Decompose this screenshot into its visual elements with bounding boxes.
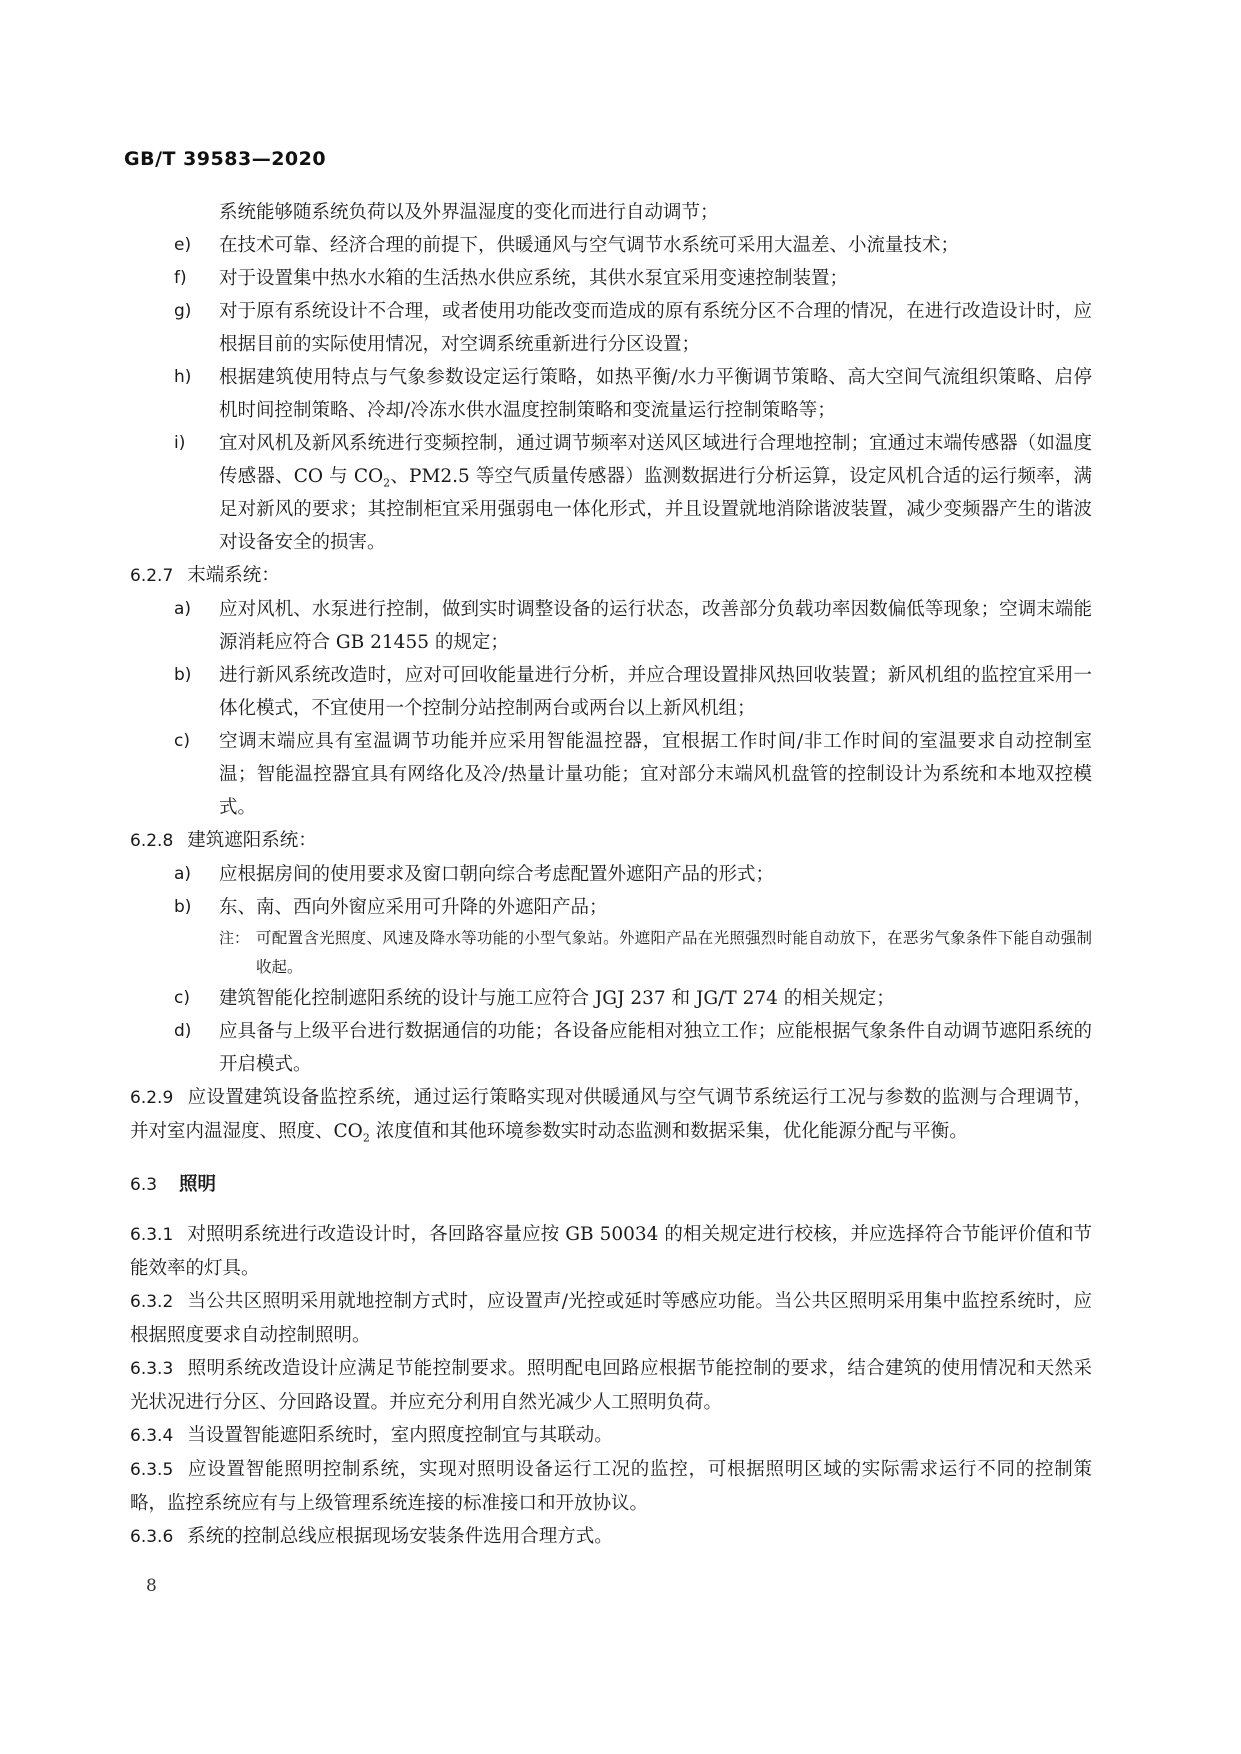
list-item-text: 建筑智能化控制遮阳系统的设计与施工应符合 JGJ 237 和 JG/T 274 的相关规定； xyxy=(219,988,895,1009)
clause-text: 当公共区照明采用就地控制方式时，应设置声/光控或延时等感应功能。当公共区照明采用集中监控系统时，应根据照度要求自动控制照明。 xyxy=(130,1291,1092,1346)
clause-number: 6.3.5 xyxy=(130,1460,174,1480)
list-item-label: a) xyxy=(174,864,192,884)
list-item xyxy=(130,982,1092,1015)
list-item xyxy=(130,858,1092,891)
list-item-text: 对于原有系统设计不合理，或者使用功能改变而造成的原有系统分区不合理的情况，在进行改造设计时，应根据目前的实际使用情况，对空调系统重新进行分区设置； xyxy=(219,301,1092,355)
list-item-text: 对于设置集中热水水箱的生活热水供应系统，其供水泵宜采用变速控制装置； xyxy=(219,268,849,289)
clause-text: 当设置智能遮阳系统时，室内照度控制宜与其联动。 xyxy=(187,1425,613,1446)
list-item-text: 根据建筑使用特点与气象参数设定运行策略，如热平衡/水力平衡调节策略、高大空间气流组织策略、启停机时间控制策略、冷却/冷冻水供水温度控制策略和变流量运行控制策略等； xyxy=(219,367,1092,421)
section-heading-6-3 xyxy=(130,1168,1092,1202)
list-item xyxy=(130,295,1092,361)
note-label: 注： xyxy=(219,929,250,947)
clause-number: 6.3.2 xyxy=(130,1292,174,1312)
clause-6-3-1 xyxy=(130,1218,1092,1285)
list-item-label: c) xyxy=(174,988,190,1008)
clause-6-2-8 xyxy=(130,824,1092,858)
list-item-label: d) xyxy=(174,1021,192,1041)
clause-6-3-4 xyxy=(130,1419,1092,1453)
clause-6-3-5 xyxy=(130,1453,1092,1520)
clause-number: 6.3.1 xyxy=(130,1225,174,1245)
continued-paragraph: 系统能够随系统负荷以及外界温湿度的变化而进行自动调节； xyxy=(219,202,719,223)
list-item-text: 应对风机、水泵进行控制，做到实时调整设备的运行状态，改善部分负载功率因数偏低等现象；空调末端能源消耗应符合 GB 21455 的规定； xyxy=(219,599,1092,653)
clause-number: 6.2.8 xyxy=(130,831,174,851)
list-item xyxy=(130,361,1092,427)
list-item-label: e) xyxy=(174,235,192,255)
list-item-text: 进行新风系统改造时，应对可回收能量进行分析，并应合理设置排风热回收装置；新风机组的监控宜采用一体化模式，不宜使用一个控制分站控制两台或两台以上新风机组； xyxy=(219,665,1092,719)
clause-6-3-2 xyxy=(130,1285,1092,1352)
page-number: 8 xyxy=(146,1576,157,1596)
clause-number: 6.3.6 xyxy=(130,1527,174,1547)
list-item-label: f) xyxy=(174,268,187,288)
clause-6-2-9 xyxy=(130,1081,1092,1148)
clause-text: 对照明系统进行改造设计时，各回路容量应按 GB 50034 的相关规定进行校核，并应选择符合节能评价值和节能效率的灯具。 xyxy=(130,1224,1092,1279)
clause-text: 建筑遮阳系统： xyxy=(187,830,317,851)
list-item-text: 在技术可靠、经济合理的前提下，供暖通风与空气调节水系统可采用大温差、小流量技术； xyxy=(219,235,960,256)
list-item-text: 应具备与上级平台进行数据通信的功能；各设备应能相对独立工作；应能根据气象条件自动调节遮阳系统的开启模式。 xyxy=(219,1021,1092,1075)
list-item-text: 空调末端应具有室温调节功能并应采用智能温控器，宜根据工作时间/非工作时间的室温要求自动控制室温；智能温控器宜具有网络化及冷/热量计量功能；宜对部分末端风机盘管的控制设计为系统和本地双控模式。 xyxy=(219,731,1092,818)
clause-text: 应设置智能照明控制系统，实现对照明设备运行工况的监控，可根据照明区域的实际需求运行不同的控制策略，监控系统应有与上级管理系统连接的标准接口和开放协议。 xyxy=(130,1459,1092,1514)
clause-number: 6.3.4 xyxy=(130,1426,174,1446)
document-body xyxy=(130,196,1092,1554)
list-item-text: 应根据房间的使用要求及窗口朝向综合考虑配置外遮阳产品的形式； xyxy=(219,864,775,885)
clause-6-3-6 xyxy=(130,1520,1092,1554)
list-item xyxy=(130,659,1092,725)
list-item-text: 东、南、西向外窗应采用可升降的外遮阳产品； xyxy=(219,897,608,918)
list-item-label: b) xyxy=(174,665,192,685)
clause-text: 应设置建筑设备监控系统，通过运行策略实现对供暖通风与空气调节系统运行工况与参数的监测与合理调节，并对室内温湿度、照度、CO xyxy=(130,1087,1092,1142)
list-item-label: g) xyxy=(174,301,192,321)
clause-text: 照明系统改造设计应满足节能控制要求。照明配电回路应根据节能控制的要求，结合建筑的使用情况和天然采光状况进行分区、分回路设置。并应充分利用自然光减少人工照明负荷。 xyxy=(130,1358,1092,1413)
list-item xyxy=(130,229,1092,262)
clause-number: 6.2.7 xyxy=(130,566,174,586)
section-number: 6.3 xyxy=(130,1175,158,1195)
list-item xyxy=(130,593,1092,659)
list-item-label: h) xyxy=(174,367,192,387)
clause-text: 系统的控制总线应根据现场安装条件选用合理方式。 xyxy=(187,1526,613,1547)
clause-text: 浓度值和其他环境参数实时动态监测和数据采集，优化能源分配与平衡。 xyxy=(369,1121,968,1142)
list-item-label: a) xyxy=(174,599,192,619)
note xyxy=(130,924,1092,982)
list-item-label: i) xyxy=(174,433,186,453)
subscript: 2 xyxy=(362,1131,370,1145)
list-item-label: c) xyxy=(174,731,190,751)
clause-6-3-3 xyxy=(130,1352,1092,1419)
clause-number: 6.2.9 xyxy=(130,1088,174,1108)
list-item-label: b) xyxy=(174,897,192,917)
list-item xyxy=(130,725,1092,824)
standard-number-header: GB/T 39583—2020 xyxy=(124,148,327,170)
clause-text: 末端系统： xyxy=(187,565,280,586)
list-item xyxy=(130,891,1092,924)
list-item xyxy=(130,262,1092,295)
list-item xyxy=(130,427,1092,559)
clause-number: 6.3.3 xyxy=(130,1359,174,1379)
list-item-text: 宜对风机及新风系统进行变频控制，通过调节频率对送风区域进行合理地控制；宜通过末端传感器（如温度传感器、CO 与 CO xyxy=(219,433,1092,487)
list-item xyxy=(130,1015,1092,1081)
section-title-text: 照明 xyxy=(179,1174,217,1195)
subscript: 2 xyxy=(383,476,391,490)
note-text: 可配置含光照度、风速及降水等功能的小型气象站。外遮阳产品在光照强烈时能自动放下，在恶劣气象条件下能自动强制收起。 xyxy=(256,929,1092,976)
clause-6-2-7 xyxy=(130,559,1092,593)
list-item-text: 、PM2.5 等空气质量传感器）监测数据进行分析运算，设定风机合适的运行频率，满足对新风的要求；其控制柜宜采用强弱电一体化形式，并且设置就地消除谐波装置，减少变频器产生的谐波对设备安全的损害。 xyxy=(219,466,1092,553)
